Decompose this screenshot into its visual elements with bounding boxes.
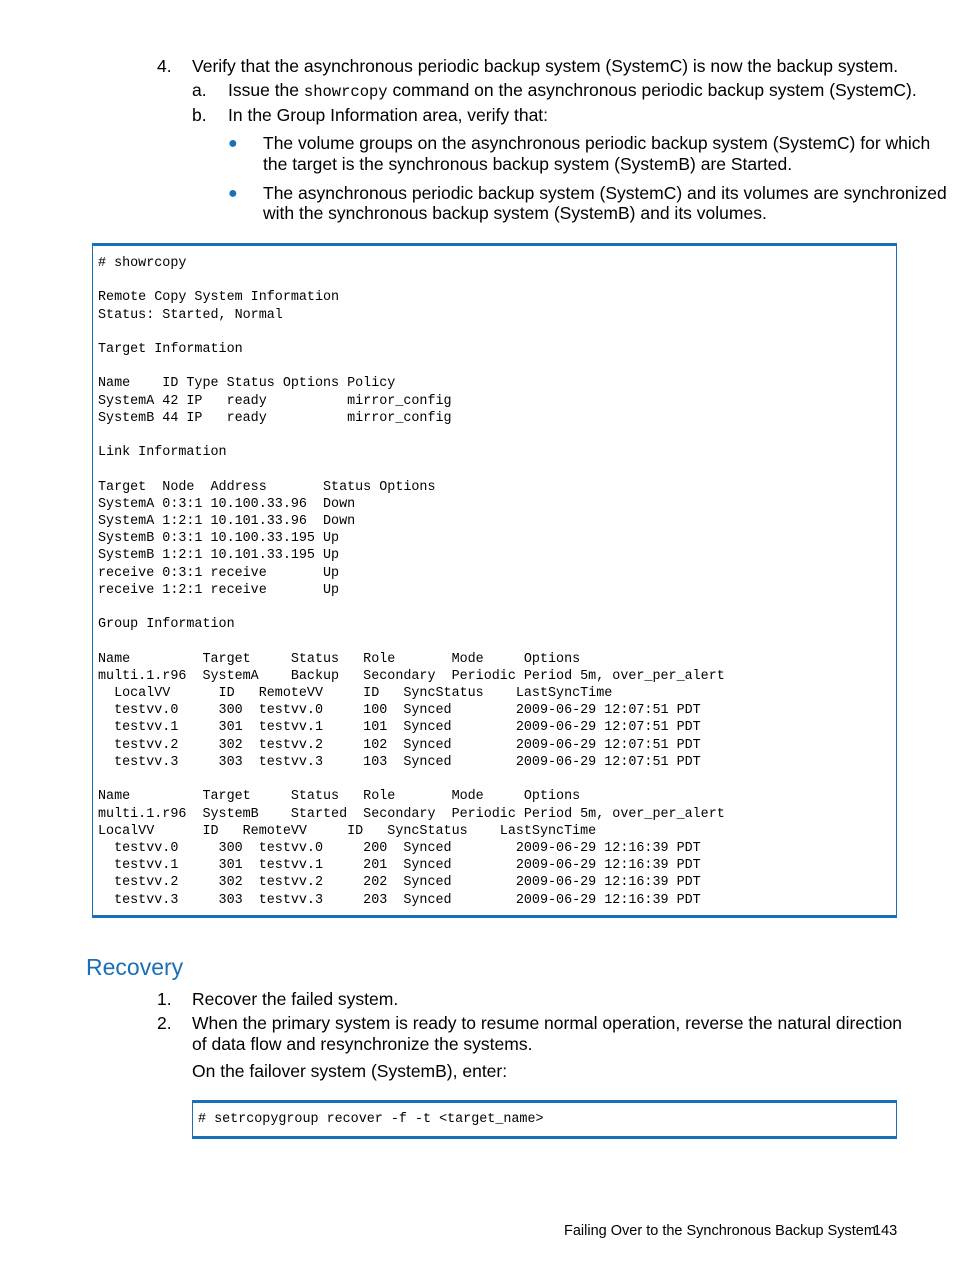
bullet-line: The volume groups on the asynchronous periodic backup system (SystemC) for which bbox=[263, 133, 931, 153]
code-text: # setrcopygroup recover -f -t <target_name> bbox=[198, 1112, 544, 1127]
page-number: 143 bbox=[873, 1223, 898, 1239]
inline-command: showrcopy bbox=[303, 83, 388, 101]
bullet-icon: ● bbox=[228, 135, 238, 152]
step-number: 1. bbox=[157, 989, 172, 1009]
step-text-continued: of data flow and resynchronize the systems. bbox=[192, 1034, 533, 1054]
substep-letter: a. bbox=[192, 80, 207, 100]
code-block-recover bbox=[192, 1100, 897, 1139]
substep-a-post: command on the asynchronous periodic backup system (SystemC). bbox=[387, 80, 917, 100]
section-heading: Recovery bbox=[86, 954, 184, 980]
substep-a-pre: Issue the bbox=[228, 80, 304, 100]
step-text: Recover the failed system. bbox=[192, 989, 399, 1009]
bullet-line: the target is the synchronous backup system (SystemB) are Started. bbox=[263, 154, 793, 174]
note-text: On the failover system (SystemB), enter: bbox=[192, 1061, 508, 1081]
bullet-line: with the synchronous backup system (SystemB) and its volumes. bbox=[263, 203, 767, 223]
substep-b-text: In the Group Information area, verify that: bbox=[228, 105, 549, 125]
bullet-line: The asynchronous periodic backup system (SystemC) and its volumes are synchronized bbox=[263, 183, 947, 203]
substep-letter: b. bbox=[192, 105, 207, 125]
step-text: Verify that the asynchronous periodic backup system (SystemC) is now the backup system. bbox=[192, 56, 899, 76]
substep-a-text bbox=[228, 80, 917, 102]
code-block-showrcopy bbox=[92, 243, 897, 918]
step-number: 2. bbox=[157, 1013, 172, 1033]
code-text: # showrcopy Remote Copy System Information Status: Started, Normal Target Information Name ID Type Status Options Policy SystemA 42 IP ready mirror_config SystemB 44 IP ready mirror_config Link Information Target Node Address Status Options SystemA 0:3:1 10.100.33.96 Down SystemA 1:2:1 10.101.33.96 Down SystemB 0:3:1 10.100.33.195 Up SystemB 1:2:1 10.101.33.195 Up receive 0:3:1 receive Up receive 1:2:1 receive Up Group Information Name Target Status Role Mode Options multi.1.r96 SystemA Backup Secondary Periodic Period 5m, over_per_alert LocalVV ID RemoteVV ID SyncStatus LastSyncTime testvv.0 300 testvv.0 100 Synced 2009-06-29 12:07:51 PDT testvv.1 301 testvv.1 101 Synced 2009-06-29 12:07:51 PDT testvv.2 302 testvv.2 102 Synced 2009-06-29 12:07:51 PDT testvv.3 303 testvv.3 103 Synced 2009-06-29 12:07:51 PDT Name Target Status Role Mode Options multi.1.r96 SystemB Started Secondary Periodic Period 5m, over_per_alert LocalVV ID RemoteVV ID SyncStatus LastSyncTime testvv.0 300 testvv.0 200 Synced 2009-06-29 12:16:39 PDT testvv.1 301 testvv.1 201 Synced 2009-06-29 12:16:39 PDT testvv.2 302 testvv.2 202 Synced 2009-06-29 12:16:39 PDT testvv.3 303 testvv.3 203 Synced 2009-06-29 12:16:39 PDT bbox=[98, 256, 725, 908]
footer-title: Failing Over to the Synchronous Backup System bbox=[564, 1223, 876, 1239]
bullet-icon: ● bbox=[228, 185, 238, 202]
step-text: When the primary system is ready to resume normal operation, reverse the natural direction bbox=[192, 1013, 903, 1033]
step-number: 4. bbox=[157, 56, 172, 76]
